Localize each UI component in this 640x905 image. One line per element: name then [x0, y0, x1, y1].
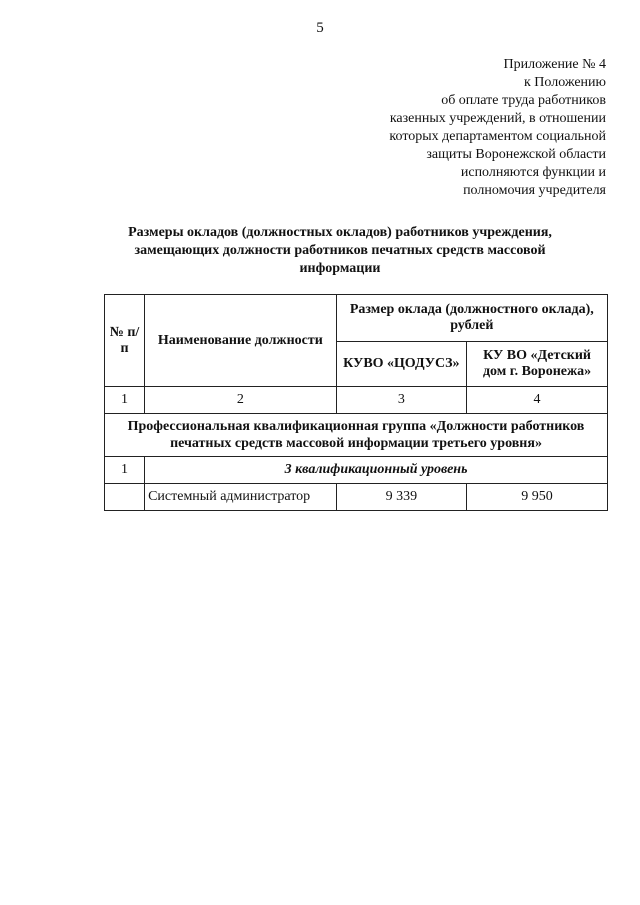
- level-num: 1: [105, 457, 145, 484]
- annex-line: которых департаментом социальной: [389, 129, 606, 144]
- row-org2-salary: 9 950: [467, 484, 608, 511]
- table-header-row: [105, 295, 608, 342]
- header-org2: КУ ВО «Детский дом г. Воронежа»: [467, 342, 608, 387]
- annex-line: полномочия учредителя: [463, 183, 606, 198]
- group-row: [105, 414, 608, 457]
- header-num: № п/п: [105, 295, 145, 387]
- row-position: Системный администратор: [145, 484, 337, 511]
- group-title: Профессиональная квалификационная группа «Должности работников печатных средств массовой информации третьего уровня»: [105, 414, 608, 457]
- document-title: Размеры окладов (должностных окладов) работников учреждения, замещающих должности работников печатных средств массовой информации: [128, 225, 552, 276]
- annex-line: казенных учреждений, в отношении: [389, 111, 606, 126]
- header-position: Наименование должности: [145, 295, 337, 387]
- row-org1-salary: 9 339: [336, 484, 467, 511]
- column-numbers-row: [105, 387, 608, 414]
- column-number: 3: [336, 387, 467, 414]
- page-number: 5: [316, 20, 324, 36]
- salary-table: [104, 294, 608, 511]
- table-row: [105, 484, 608, 511]
- column-number: 1: [105, 387, 145, 414]
- column-number: 2: [145, 387, 337, 414]
- annex-line: защиты Воронежской области: [426, 147, 606, 162]
- annex-block: [316, 56, 606, 200]
- annex-line: к Положению: [523, 75, 606, 90]
- row-num: [105, 484, 145, 511]
- annex-line: об оплате труда работников: [441, 93, 606, 108]
- annex-line: исполняются функции и: [460, 165, 606, 180]
- annex-line: Приложение № 4: [503, 57, 606, 72]
- header-salary: Размер оклада (должностного оклада), рублей: [336, 295, 607, 342]
- column-number: 4: [467, 387, 608, 414]
- level-row: [105, 457, 608, 484]
- header-org1: КУВО «ЦОДУСЗ»: [336, 342, 467, 387]
- level-label: 3 квалификационный уровень: [145, 457, 608, 484]
